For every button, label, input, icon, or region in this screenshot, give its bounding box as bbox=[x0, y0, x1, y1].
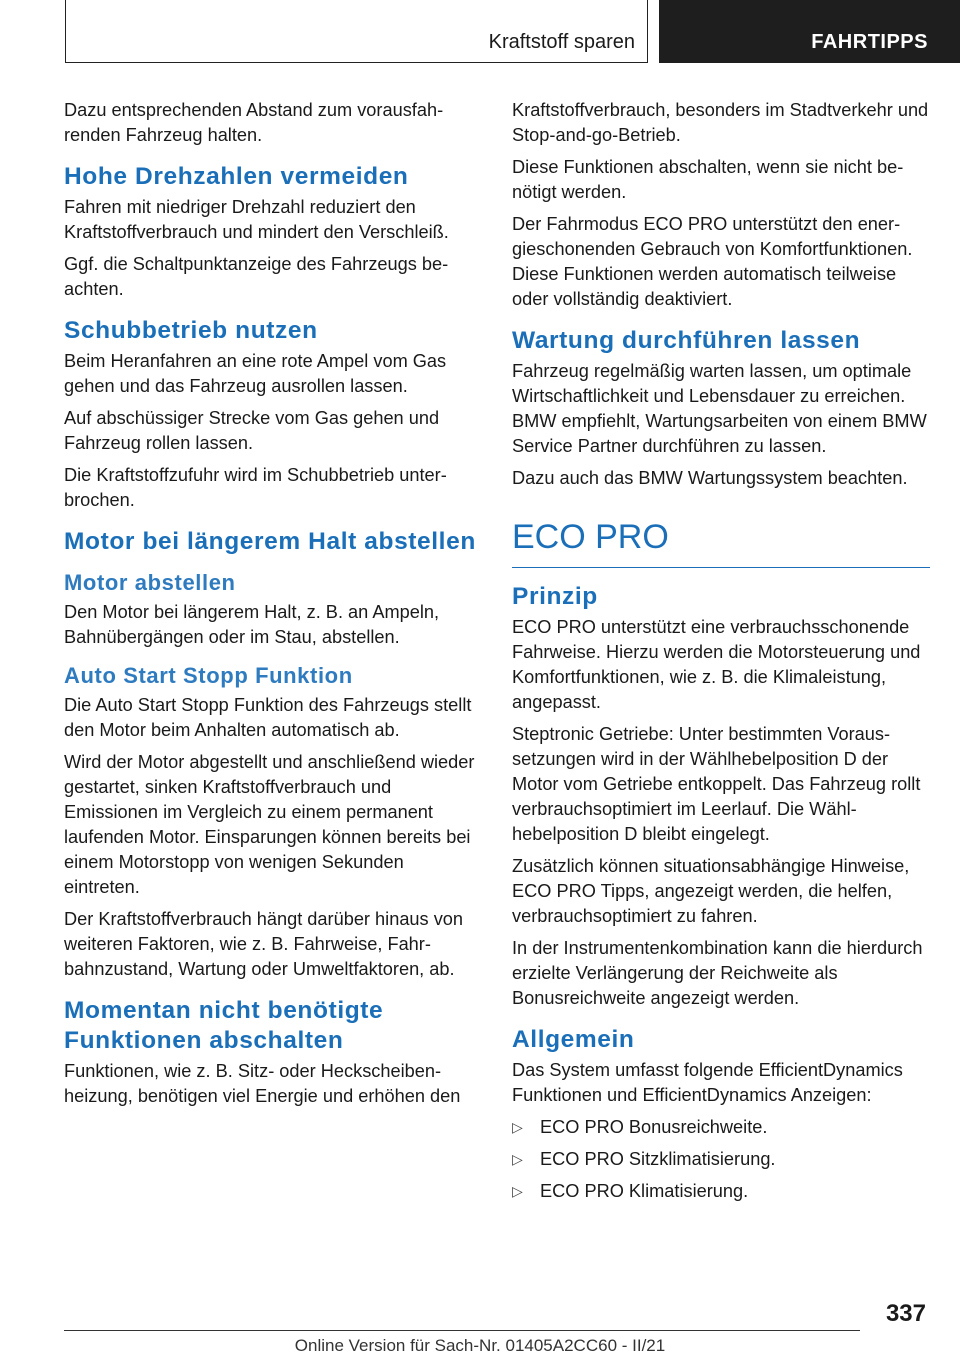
paragraph: Wird der Motor abgestellt und anschließend wieder gestartet, sinken Kraftstoffverbrauch und Emissionen im Vergleich zu einem permanent laufenden Motor. Einsparungen können bereits bei einem Motorstopp von wenigen Sekunden eintreten. bbox=[64, 752, 475, 897]
left-column bbox=[64, 98, 484, 1116]
paragraph: Die Auto Start Stopp Funktion des Fahrzeugs stellt den Motor beim Anhalten automatisch ab. bbox=[64, 695, 472, 740]
paragraph: Das System umfasst folgende EfficientDynamics Funktionen und EfficientDynamics Anzeigen: bbox=[512, 1060, 903, 1105]
paragraph: Ggf. die Schaltpunktanzeige des Fahrzeugs beachten. bbox=[64, 254, 449, 299]
chapter-heading-eco-pro: ECO PRO bbox=[512, 513, 930, 568]
heading-allgemein: Allgemein bbox=[512, 1026, 635, 1053]
paragraph: In der Instrumentenkombination kann die hierdurch erzielte Verlängerung der Reichweite als Bonusreichweite angezeigt werden. bbox=[512, 938, 923, 1008]
heading-motor-abstellen: Motor bei längerem Halt abstellen bbox=[64, 528, 476, 555]
paragraph: Auf abschüssiger Strecke vom Gas gehen und Fahrzeug rollen lassen. bbox=[64, 408, 440, 453]
paragraph: Steptronic Getriebe: Unter bestimmten Voraussetzungen wird in der Wählhebelposition D der Motor vom Getriebe entkoppelt. Das Fahrzeug rollt verbrauchsoptimiert im Leerlauf. Die Wählhebelposition D bleibt eingelegt. bbox=[512, 724, 921, 844]
paragraph: Die Kraftstoffzufuhr wird im Schubbetrieb unterbrochen. bbox=[64, 465, 447, 510]
paragraph: Funktionen, wie z. B. Sitz- oder Heckscheibenheizung, benötigen viel Energie und erhöhen den bbox=[64, 1061, 461, 1106]
footer-text: Online Version für Sach-Nr. 01405A2CC60 - II/21 bbox=[294, 1336, 666, 1355]
header-chapter-title: FAHRTIPPS bbox=[811, 31, 928, 53]
paragraph: Zusätzlich können situationsabhängige Hinweise, ECO PRO Tipps, angezeigt werden, die helfen, verbrauchsoptimiert zu fahren. bbox=[512, 856, 910, 926]
heading-schubbetrieb: Schubbetrieb nutzen bbox=[64, 317, 318, 344]
bullet-list bbox=[512, 1115, 930, 1204]
triangle-bullet-icon: ▷ bbox=[512, 1183, 523, 1199]
paragraph: Den Motor bei längerem Halt, z. B. an Ampeln, Bahnübergängen oder im Stau, abstellen. bbox=[64, 602, 440, 647]
paragraph: Dazu auch das BMW Wartungssystem beachten. bbox=[512, 468, 908, 488]
paragraph: Fahrzeug regelmäßig warten lassen, um optimale Wirtschaftlichkeit und Lebensdauer zu erreichen. BMW empfiehlt, Wartungsarbeiten von einem BMW Service Partner durchführen zu lassen. bbox=[512, 361, 927, 456]
right-column bbox=[512, 98, 930, 1211]
subheading-motor-abstellen: Motor abstellen bbox=[64, 570, 236, 595]
heading-wartung: Wartung durchführen lassen bbox=[512, 327, 861, 354]
header-section-title: Kraftstoff sparen bbox=[488, 31, 635, 53]
page-number: 337 bbox=[885, 1300, 926, 1327]
header-section-box bbox=[65, 0, 648, 63]
heading-funktionen-abschalten: Momentan nicht benötigte Funktionen abschalten bbox=[64, 997, 384, 1054]
heading-prinzip: Prinzip bbox=[512, 583, 598, 610]
paragraph: Beim Heranfahren an eine rote Ampel vom Gas gehen und das Fahrzeug ausrollen lassen. bbox=[64, 351, 447, 396]
list-item: ▷ ECO PRO Sitzklimatisierung. bbox=[512, 1147, 930, 1172]
footer-divider bbox=[64, 1330, 860, 1331]
list-item: ▷ ECO PRO Klimatisierung. bbox=[512, 1179, 930, 1204]
paragraph: Der Kraftstoffverbrauch hängt darüber hinaus von weiteren Faktoren, wie z. B. Fahrweise, Fahrbahnzustand, Wartung oder Umweltfaktoren, ab. bbox=[64, 909, 464, 979]
triangle-bullet-icon: ▷ bbox=[512, 1119, 523, 1135]
triangle-bullet-icon: ▷ bbox=[512, 1151, 523, 1167]
paragraph: Dazu entsprechenden Abstand zum vorausfahrenden Fahrzeug halten. bbox=[64, 100, 444, 145]
header-chapter-box bbox=[659, 0, 960, 63]
paragraph: Der Fahrmodus ECO PRO unterstützt den energieschonenden Gebrauch von Komfortfunktionen. Diese Funktionen werden automatisch teilweise oder vollständig deaktiviert. bbox=[512, 214, 913, 309]
subheading-auto-start-stopp: Auto Start Stopp Funktion bbox=[64, 663, 353, 688]
heading-drehzahlen: Hohe Drehzahlen vermeiden bbox=[64, 163, 409, 190]
paragraph: Kraftstoffverbrauch, besonders im Stadtverkehr und Stop-and-go-Betrieb. bbox=[512, 100, 929, 145]
paragraph: Fahren mit niedriger Drehzahl reduziert den Kraftstoffverbrauch und mindert den Verschleiß. bbox=[64, 197, 449, 242]
paragraph: Diese Funktionen abschalten, wenn sie nicht benötigt werden. bbox=[512, 157, 904, 202]
paragraph: ECO PRO unterstützt eine verbrauchsschonende Fahrweise. Hierzu werden die Motorsteuerung und Komfortfunktionen, wie z. B. die Klimaleistung, angepasst. bbox=[512, 617, 921, 712]
list-item: ▷ ECO PRO Bonusreichweite. bbox=[512, 1115, 930, 1140]
